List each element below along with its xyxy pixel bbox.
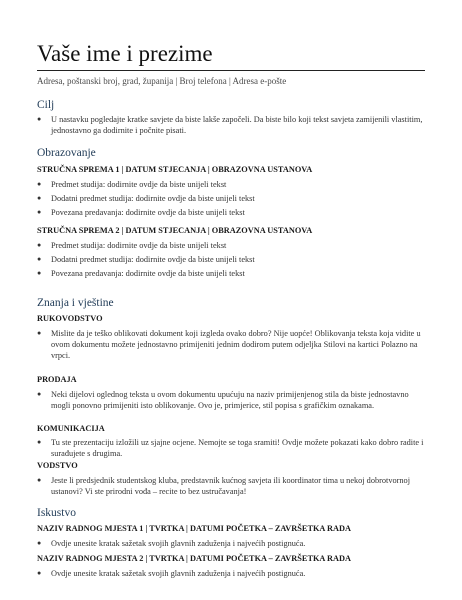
list-item[interactable] — [37, 437, 427, 459]
list-item[interactable] — [37, 568, 427, 579]
list-item-text: Dodatni predmet studija: dodirnite ovdje da biste unijeli tekst — [51, 194, 255, 203]
section-title-education[interactable]: Obrazovanje — [37, 147, 96, 159]
list-item-text: Predmet studija: dodirnite ovdje da biste unijeli tekst — [51, 241, 227, 250]
list-item[interactable] — [37, 240, 427, 251]
bullet-icon: ● — [37, 255, 42, 263]
bullet-icon: ● — [37, 194, 42, 202]
list-item[interactable] — [37, 475, 427, 497]
list-item-text: Neki dijelovi oglednog teksta u ovom dokumentu upućuju na naziv primijenjenog stila da biste jednostavno mogli ponovno primijeniti isto oblikovanje. Ovo je, primjerice, stil popisa s grafičkim oznakama. — [51, 390, 409, 411]
list-item[interactable] — [37, 268, 427, 279]
list-item-text: Ovdje unesite kratak sažetak svojih glavnih zaduženja i najvećih postignuća. — [51, 569, 306, 578]
education-heading-1[interactable]: STRUČNA SPREMA 1 | DATUM STJECANJA | OBRAZOVNA USTANOVA — [37, 165, 313, 174]
bullet-icon: ● — [37, 438, 42, 446]
section-title-goal[interactable]: Cilj — [37, 99, 55, 111]
page-title[interactable]: Vaše ime i prezime — [37, 41, 213, 66]
skills-heading-communication[interactable]: KOMUNIKACIJA — [37, 424, 105, 433]
list-item[interactable] — [37, 538, 427, 549]
list-item[interactable] — [37, 193, 427, 204]
skills-heading-sales[interactable]: PRODAJA — [37, 375, 77, 384]
list-item[interactable] — [37, 207, 427, 218]
bullet-icon: ● — [37, 269, 42, 277]
skills-heading-guidance[interactable]: VODSTVO — [37, 461, 78, 470]
list-item-text: Predmet studija: dodirnite ovdje da biste unijeli tekst — [51, 180, 227, 189]
section-title-skills[interactable]: Znanja i vještine — [37, 297, 114, 309]
list-item[interactable] — [37, 254, 427, 265]
bullet-icon: ● — [37, 180, 42, 188]
bullet-icon: ● — [37, 241, 42, 249]
list-item-text: Povezana predavanja: dodirnite ovdje da biste unijeli tekst — [51, 208, 245, 217]
skills-heading-leadership[interactable]: RUKOVODSTVO — [37, 314, 103, 323]
list-item-text: Ovdje unesite kratak sažetak svojih glavnih zaduženja i najvećih postignuća. — [51, 539, 306, 548]
bullet-icon: ● — [37, 329, 42, 337]
list-item[interactable] — [37, 179, 427, 190]
list-item[interactable] — [37, 389, 427, 411]
list-item-text: Mislite da je teško oblikovati dokument koji izgleda ovako dobro? Nije uopće! Oblikovanja teksta koja vidite u ovom dokumentu možete jednostavno primijeniti jednim dodirom putem odjeljka Stilovi na kartici Polazno na vrpci. — [51, 329, 421, 361]
contact-info[interactable]: Adresa, poštanski broj, grad, županija | Broj telefona | Adresa e-pošte — [37, 76, 287, 86]
experience-heading-1[interactable]: NAZIV RADNOG MJESTA 1 | TVRTKA | DATUMI POČETKA – ZAVRŠETKA RADA — [37, 524, 352, 533]
bullet-icon: ● — [37, 569, 42, 577]
goal-item[interactable] — [37, 114, 427, 136]
list-item-text: Dodatni predmet studija: dodirnite ovdje da biste unijeli tekst — [51, 255, 255, 264]
bullet-icon: ● — [37, 539, 42, 547]
title-divider — [37, 70, 425, 71]
goal-text: U nastavku pogledajte kratke savjete da biste lakše započeli. Da biste bilo koji tekst savjeta zamijenili vlastitim, jednostavno ga dodirnite i počnite pisati. — [51, 115, 423, 136]
experience-heading-2[interactable]: NAZIV RADNOG MJESTA 2 | TVRTKA | DATUMI POČETKA – ZAVRŠETKA RADA — [37, 554, 352, 563]
bullet-icon: ● — [37, 390, 42, 398]
list-item[interactable] — [37, 328, 427, 362]
bullet-icon: ● — [37, 476, 42, 484]
bullet-icon: ● — [37, 208, 42, 216]
education-heading-2[interactable]: STRUČNA SPREMA 2 | DATUM STJECANJA | OBRAZOVNA USTANOVA — [37, 226, 313, 235]
section-title-experience[interactable]: Iskustvo — [37, 507, 76, 519]
list-item-text: Povezana predavanja: dodirnite ovdje da biste unijeli tekst — [51, 269, 245, 278]
bullet-icon: ● — [37, 115, 42, 123]
list-item-text: Tu ste prezentaciju izložili uz sjajne ocjene. Nemojte se toga sramiti! Ovdje možete pokazati kako dobro radite i surađujete s drugima. — [51, 438, 424, 459]
list-item-text: Jeste li predsjednik studentskog kluba, predstavnik kućnog savjeta ili koordinator tima u nekoj dobrotvornoj ustanovi? Vi ste prirodni vođa – recite to bez ustručavanja! — [51, 476, 411, 497]
